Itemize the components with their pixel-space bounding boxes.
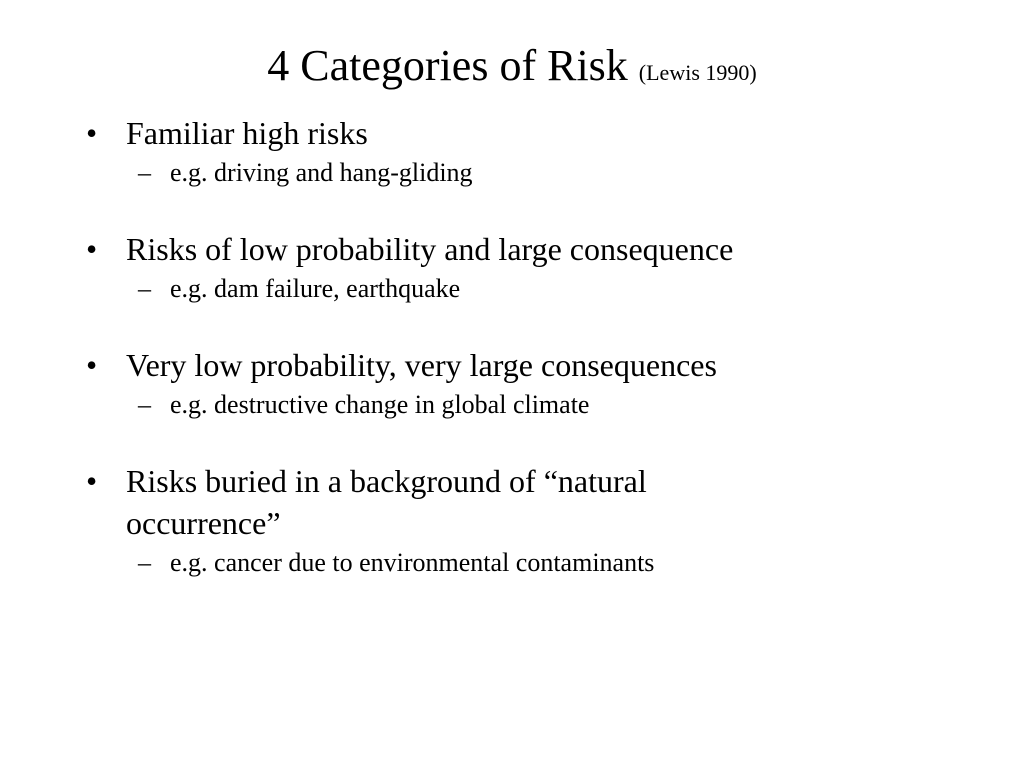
bullet-text: Risks of low probability and large consequence: [126, 231, 734, 267]
sub-bullet-dash-icon: –: [138, 158, 151, 187]
bullet-item-familiar-high-risks: [86, 112, 946, 190]
bullet-dot-icon: •: [86, 231, 98, 267]
sub-bullet-dash-icon: –: [138, 548, 151, 577]
slide-title: [0, 36, 1024, 103]
sub-bullet-row: [138, 388, 946, 422]
bullet-item-low-probability-large-consequence: [86, 228, 946, 306]
bullet-text: Very low probability, very large consequences: [126, 347, 717, 383]
bullet-dot-icon: •: [86, 463, 98, 499]
bullet-list: [86, 112, 946, 618]
sub-bullet-text: e.g. driving and hang-gliding: [170, 158, 473, 187]
sub-bullet-dash-icon: –: [138, 274, 151, 303]
bullet-row: [86, 344, 946, 386]
sub-bullet-row: [138, 156, 946, 190]
title-text: 4 Categories of Risk: [267, 41, 628, 90]
sub-bullet-text: e.g. cancer due to environmental contaminants: [170, 548, 655, 577]
sub-bullet-row: [138, 272, 946, 306]
sub-bullet-text: e.g. dam failure, earthquake: [170, 274, 461, 303]
bullet-text: Risks buried in a background of “natural occurrence”: [126, 463, 647, 541]
bullet-dot-icon: •: [86, 347, 98, 383]
sub-bullet-dash-icon: –: [138, 390, 151, 419]
bullet-item-background-natural-occurrence: [86, 460, 946, 580]
bullet-dot-icon: •: [86, 115, 98, 151]
bullet-row: [86, 228, 946, 270]
bullet-row: [86, 460, 786, 544]
bullet-item-very-low-probability: [86, 344, 946, 422]
sub-bullet-text: e.g. destructive change in global climate: [170, 390, 590, 419]
bullet-row: [86, 112, 946, 154]
sub-bullet-row: [138, 546, 946, 580]
title-citation: (Lewis 1990): [638, 60, 757, 85]
bullet-text: Familiar high risks: [126, 115, 368, 151]
